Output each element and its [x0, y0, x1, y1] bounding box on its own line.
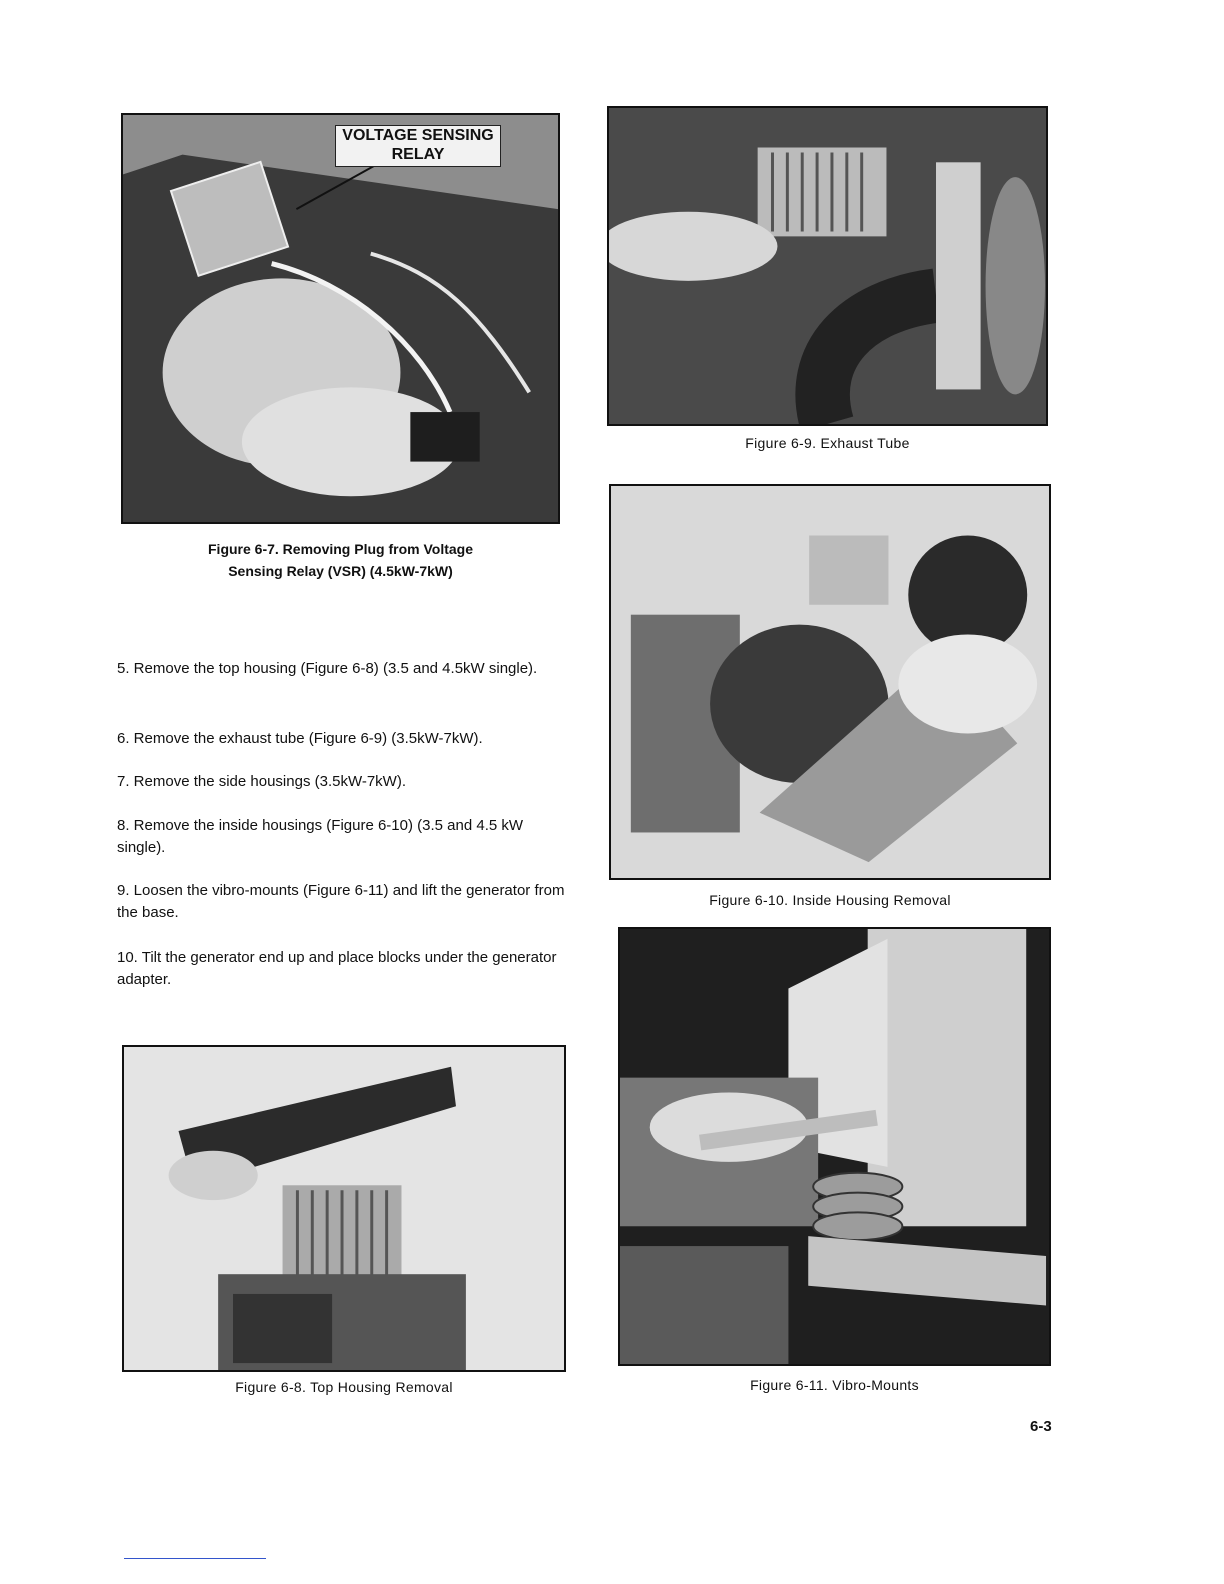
- figure-6-10-caption: Figure 6-10. Inside Housing Removal: [709, 892, 951, 908]
- voltage-sensing-relay-callout: [335, 125, 501, 167]
- figure-6-8-caption: Figure 6-8. Top Housing Removal: [235, 1379, 453, 1395]
- figure-6-7-caption-line-1: Figure 6-7. Removing Plug from Voltage: [208, 541, 473, 557]
- step-8: 8. Remove the inside housings (Figure 6-10) (3.5 and 4.5 kW single).: [117, 817, 524, 856]
- figure-6-9-caption: Figure 6-9. Exhaust Tube: [745, 435, 910, 451]
- step-6: 6. Remove the exhaust tube (Figure 6-9) (3.5kW-7kW).: [117, 730, 483, 747]
- footer-rule: [124, 1558, 266, 1559]
- exhaust-tube-photo-illustration: [609, 108, 1046, 424]
- figure-6-7-caption-line-2: Sensing Relay (VSR) (4.5kW-7kW): [228, 563, 453, 579]
- page-number: 6-3: [1030, 1418, 1052, 1435]
- figure-6-7-photo: [121, 113, 560, 524]
- inside-housing-photo-illustration: [611, 486, 1049, 878]
- callout-line-1: VOLTAGE SENSING: [342, 127, 494, 144]
- step-5: 5. Remove the top housing (Figure 6-8) (3.5 and 4.5kW single).: [117, 660, 538, 677]
- figure-6-8-photo: [122, 1045, 566, 1372]
- relay-photo-illustration: [123, 115, 558, 522]
- figure-6-9-photo: [607, 106, 1048, 426]
- figure-6-11-photo: [618, 927, 1051, 1366]
- step-9: 9. Loosen the vibro-mounts (Figure 6-11) and lift the generator from the base.: [117, 882, 565, 921]
- callout-line-2: RELAY: [391, 146, 445, 163]
- figure-6-10-photo: [609, 484, 1051, 880]
- figure-6-7-caption: [121, 538, 560, 582]
- step-7: 7. Remove the side housings (3.5kW-7kW).: [117, 773, 407, 790]
- figure-6-11-caption: Figure 6-11. Vibro-Mounts: [750, 1377, 919, 1393]
- vibro-mounts-photo-illustration: [620, 929, 1049, 1364]
- step-10: 10. Tilt the generator end up and place blocks under the generator adapter.: [117, 949, 557, 988]
- top-housing-photo-illustration: [124, 1047, 564, 1370]
